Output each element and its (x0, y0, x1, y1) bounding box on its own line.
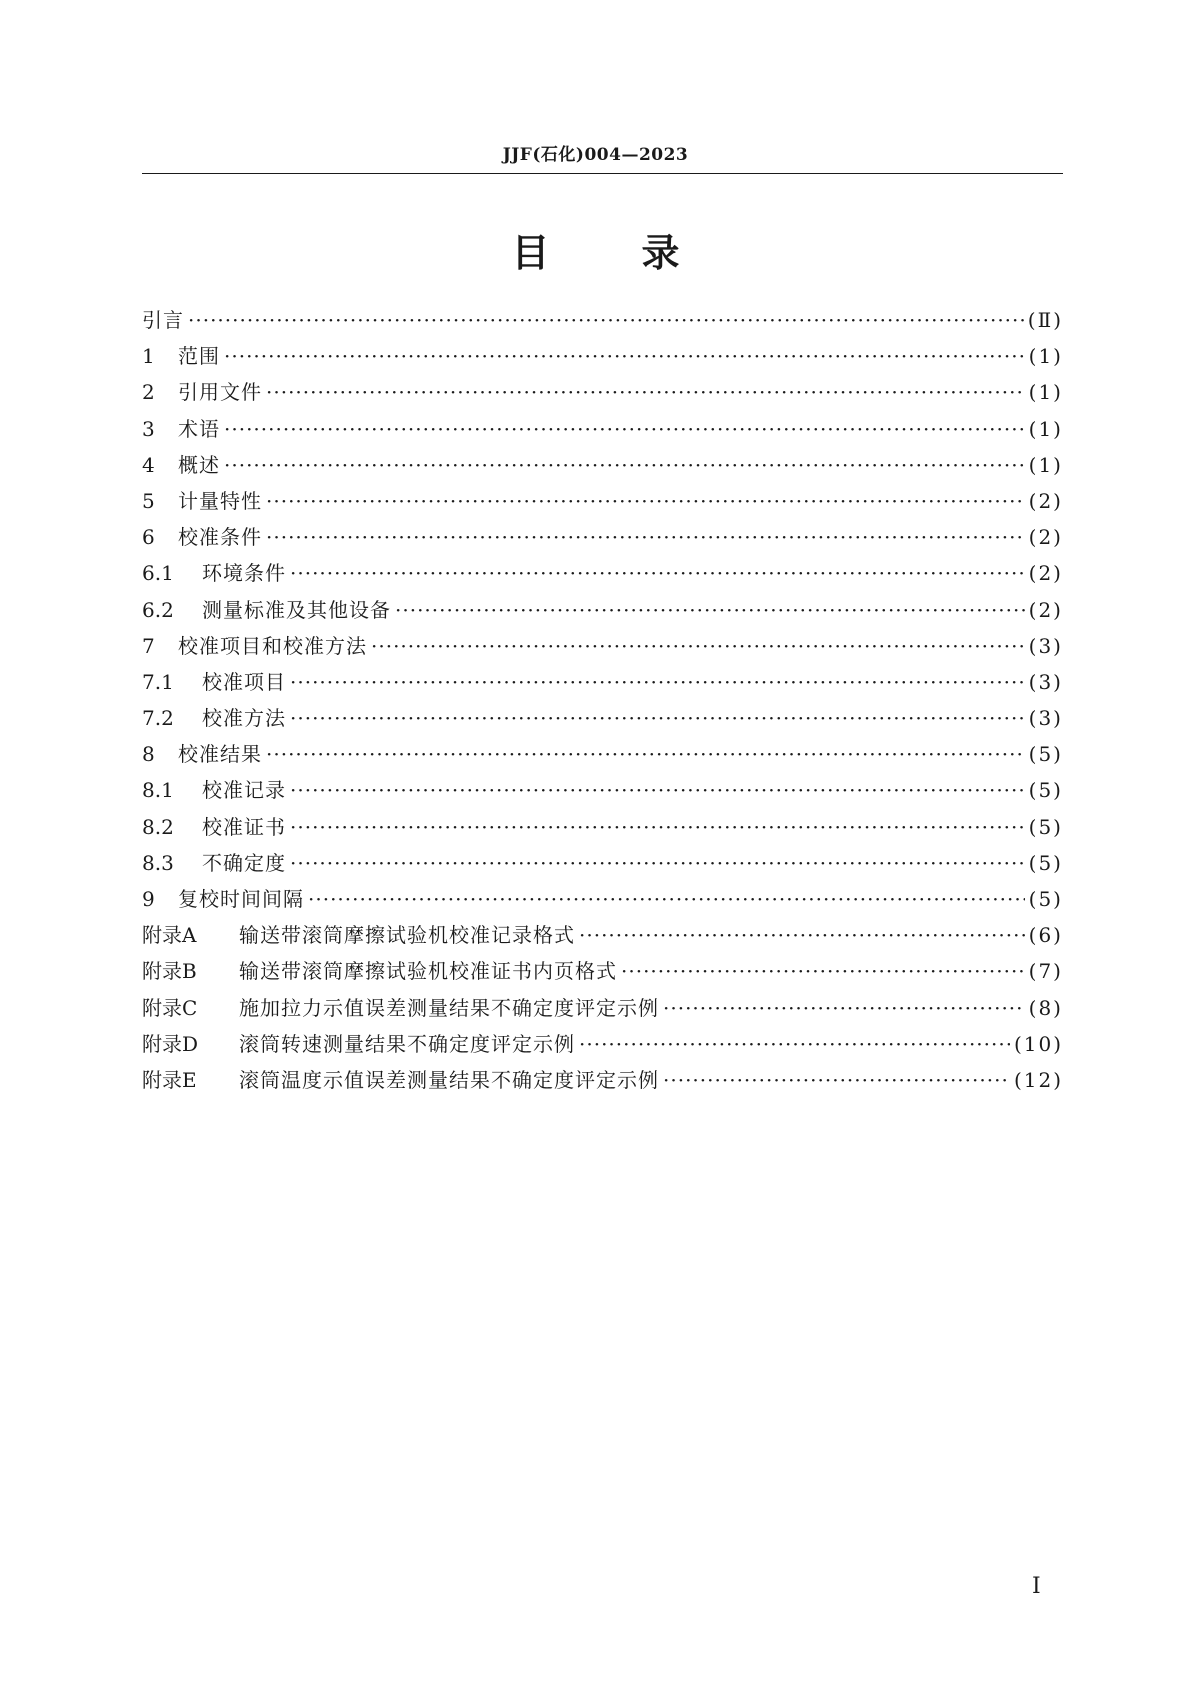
toc-leader-dots (395, 592, 1025, 628)
toc-entry-number: 6.1 (142, 561, 174, 586)
toc-entry-title: 滚筒温度示值误差测量结果不确定度评定示例 (239, 1067, 659, 1092)
toc-entry-number: 1 (142, 344, 155, 369)
toc-entry-title: 术语 (178, 416, 220, 441)
toc-entry-title: 输送带滚筒摩擦试验机校准记录格式 (239, 923, 575, 948)
toc-entry-8-1[interactable] (142, 772, 1063, 808)
toc-entry-page: (2) (1028, 561, 1063, 586)
toc-entry-number: 附录D (142, 1031, 199, 1056)
toc-entry-title: 不确定度 (202, 850, 286, 875)
toc-entry-title: 校准证书 (202, 814, 286, 839)
toc-leader-dots (290, 809, 1025, 845)
toc-entry-page: (5) (1028, 814, 1063, 839)
toc-entry-number: 附录A (142, 923, 197, 948)
toc-entry-page: (2) (1028, 597, 1063, 622)
toc-entry-page: (3) (1028, 633, 1063, 658)
toc-entry-2[interactable] (142, 374, 1063, 410)
toc-entry-title: 施加拉力示值误差测量结果不确定度评定示例 (239, 995, 659, 1020)
toc-entry-number: 4 (142, 452, 155, 477)
toc-entry-appendix-a[interactable] (142, 917, 1063, 953)
toc-entry-page: (2) (1028, 488, 1063, 513)
toc-entry-page: (10) (1013, 1031, 1063, 1056)
toc-entry-title: 概述 (178, 452, 220, 477)
toc-entry-9[interactable] (142, 881, 1063, 917)
toc-entry-7[interactable] (142, 628, 1063, 664)
toc-entry-6[interactable] (142, 519, 1063, 555)
toc-leader-dots (290, 664, 1025, 700)
toc-leader-dots (266, 374, 1025, 410)
toc-entry-number: 9 (142, 887, 155, 911)
toc-entry-appendix-c[interactable] (142, 990, 1063, 1026)
toc-entry-7-2[interactable] (142, 700, 1063, 736)
toc-leader-dots (266, 483, 1025, 519)
toc-title-char-1: 目 (511, 231, 550, 275)
toc-entry-page: (6) (1028, 923, 1063, 948)
toc-entry-page: (7) (1028, 959, 1063, 984)
toc-entry-number: 附录E (142, 1067, 197, 1092)
toc-entry-title: 范围 (178, 344, 220, 369)
toc-leader-dots (371, 628, 1025, 664)
toc-leader-dots (290, 772, 1025, 808)
toc-leader-dots (621, 953, 1025, 989)
toc-entry-title: 校准方法 (202, 706, 286, 731)
toc-entry-page: (5) (1028, 778, 1063, 803)
toc-leader-dots (663, 990, 1025, 1026)
toc-entry-page: (Ⅱ) (1027, 308, 1063, 332)
toc-entry-5[interactable] (142, 483, 1063, 519)
toc-entry-title: 滚筒转速测量结果不确定度评定示例 (239, 1031, 575, 1056)
toc-entry-page: (8) (1028, 995, 1063, 1020)
toc-entry-title: 校准结果 (178, 742, 262, 767)
toc-entry-7-1[interactable] (142, 664, 1063, 700)
toc-entry-6-1[interactable] (142, 555, 1063, 591)
toc-entry-number: 8.1 (142, 778, 174, 803)
toc-leader-dots (308, 881, 1025, 917)
toc-entry-4[interactable] (142, 447, 1063, 483)
toc-entry-title: 引言 (142, 308, 184, 332)
toc-leader-dots (266, 519, 1025, 555)
page-number: I (1032, 1574, 1041, 1599)
toc-entry-page: (5) (1028, 850, 1063, 875)
toc-entry-page: (1) (1028, 380, 1063, 405)
toc-entry-page: (3) (1028, 669, 1063, 694)
toc-entry-title: 校准记录 (202, 778, 286, 803)
toc-leader-dots (290, 845, 1025, 881)
toc-leader-dots (663, 1062, 1010, 1098)
toc-entry-appendix-e[interactable] (142, 1062, 1063, 1098)
toc-entry-page: (5) (1028, 742, 1063, 767)
toc-entry-number: 8.2 (142, 814, 174, 839)
toc-entry-number: 2 (142, 380, 155, 405)
toc-leader-dots (224, 338, 1025, 374)
toc-entry-8-2[interactable] (142, 809, 1063, 845)
toc-entry-title: 环境条件 (202, 561, 286, 586)
toc-entry-page: (2) (1028, 525, 1063, 550)
toc-leader-dots (290, 555, 1025, 591)
toc-entry-page: (12) (1013, 1067, 1063, 1092)
toc-leader-dots (224, 411, 1025, 447)
toc-entry-6-2[interactable] (142, 592, 1063, 628)
toc-entry-title: 校准项目和校准方法 (178, 633, 367, 658)
toc-entry-title: 校准项目 (202, 669, 286, 694)
toc-leader-dots (579, 917, 1025, 953)
toc-entry-page: (5) (1028, 887, 1063, 911)
header-rule (142, 173, 1063, 174)
toc-entry-title: 引用文件 (178, 380, 262, 405)
toc-entry-8-3[interactable] (142, 845, 1063, 881)
toc-entry-title: 复校时间间隔 (178, 887, 304, 911)
toc-leader-dots (290, 700, 1025, 736)
toc-entry-number: 6.2 (142, 597, 174, 622)
toc-entry-number: 3 (142, 416, 155, 441)
toc-entry-number: 7.2 (142, 706, 174, 731)
toc-entry-page: (1) (1028, 416, 1063, 441)
toc-entry-3[interactable] (142, 411, 1063, 447)
toc-entry-page: (1) (1028, 452, 1063, 477)
toc-entry-8[interactable] (142, 736, 1063, 772)
toc-entry-title: 计量特性 (178, 488, 262, 513)
toc-title (0, 222, 1191, 277)
toc-entry-number: 7.1 (142, 669, 174, 694)
toc-title-char-2: 录 (641, 231, 680, 275)
toc-entry-number: 7 (142, 633, 155, 658)
toc-entry-intro[interactable] (142, 302, 1063, 338)
toc-entry-number: 6 (142, 525, 155, 550)
toc-leader-dots (579, 1026, 1010, 1062)
toc-leader-dots (188, 302, 1024, 338)
toc-entry-number: 8.3 (142, 850, 174, 875)
toc-entry-title: 测量标准及其他设备 (202, 597, 391, 622)
toc-entry-number: 5 (142, 488, 155, 513)
toc-entry-title: 输送带滚筒摩擦试验机校准证书内页格式 (239, 959, 617, 984)
table-of-contents (142, 302, 1063, 1098)
toc-entry-title: 校准条件 (178, 525, 262, 550)
toc-entry-number: 8 (142, 742, 155, 767)
toc-entry-appendix-b[interactable] (142, 953, 1063, 989)
toc-entry-appendix-d[interactable] (142, 1026, 1063, 1062)
toc-entry-1[interactable] (142, 338, 1063, 374)
toc-leader-dots (224, 447, 1025, 483)
toc-entry-page: (3) (1028, 706, 1063, 731)
toc-entry-number: 附录C (142, 995, 198, 1020)
toc-leader-dots (266, 736, 1025, 772)
toc-entry-number: 附录B (142, 959, 197, 984)
toc-entry-page: (1) (1028, 344, 1063, 369)
standard-code: JJF(石化)004—2023 (502, 145, 689, 165)
